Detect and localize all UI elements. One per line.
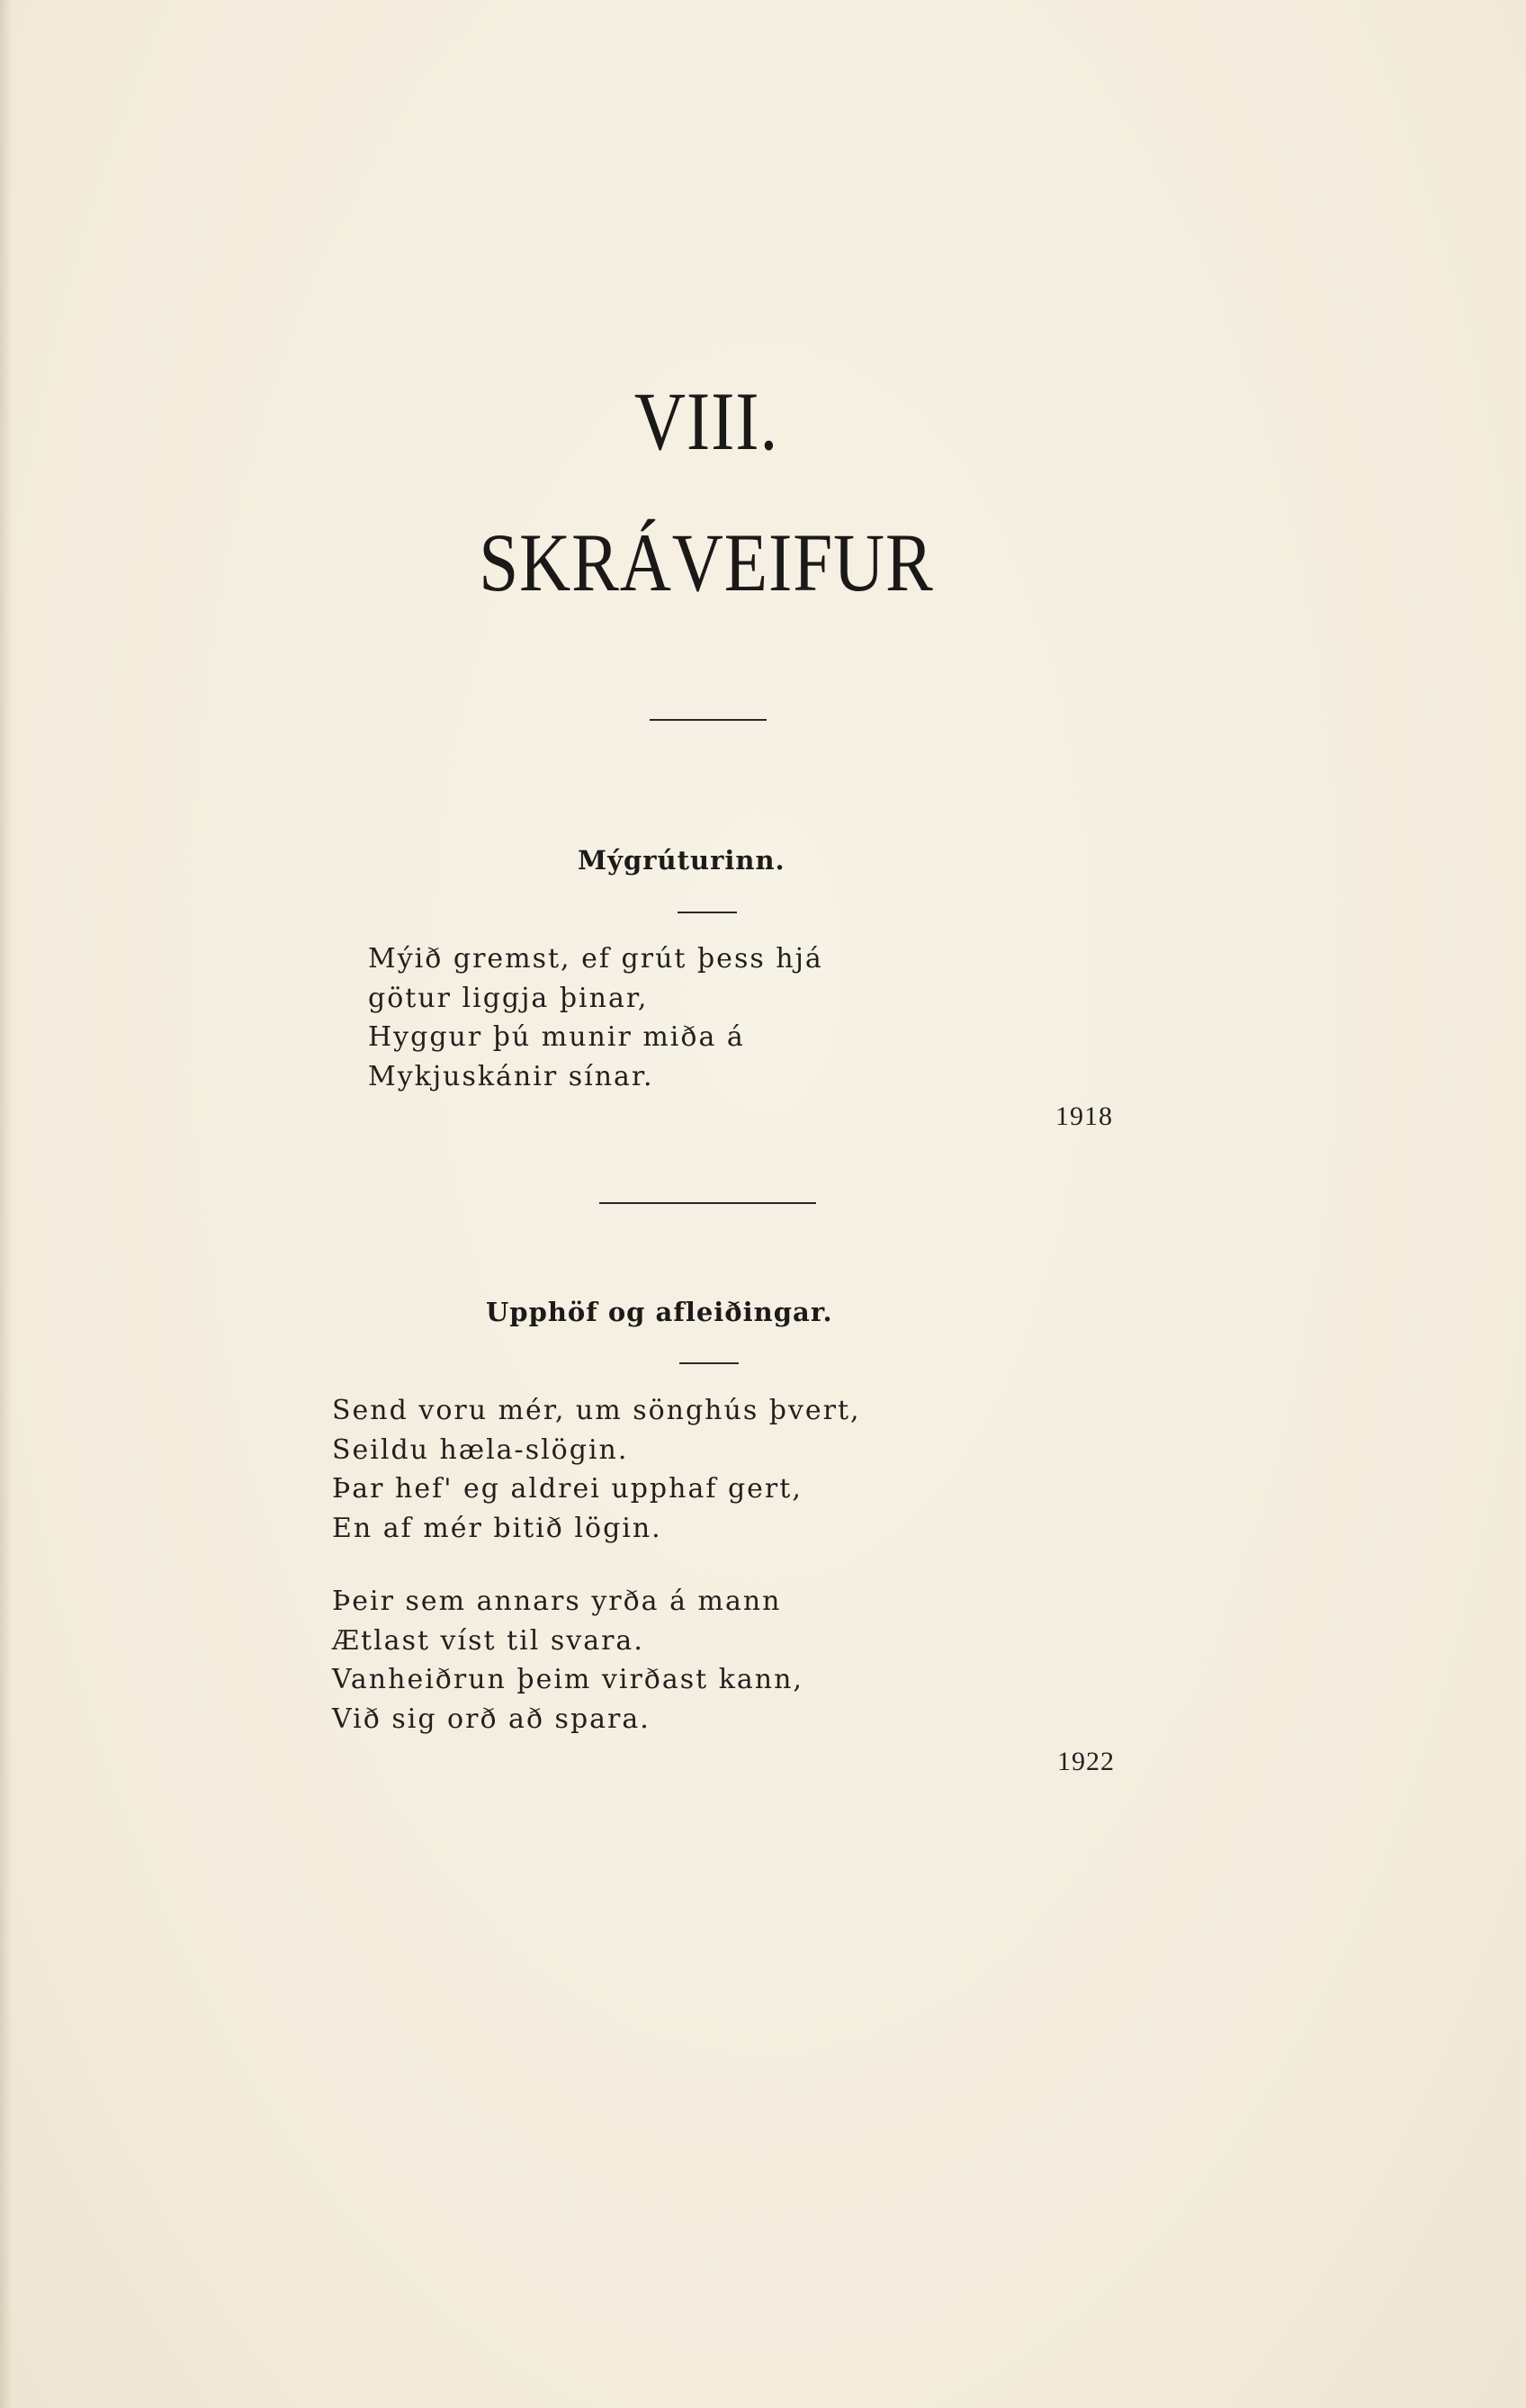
poem-title: Mýgrúturinn. [578, 845, 785, 876]
poem-stanza [332, 1582, 803, 1739]
poem-title: Upphöf og afleiðingar. [486, 1297, 833, 1327]
verse-line: Hyggur þú munir miða á [368, 1021, 745, 1053]
poem-stanza [332, 1391, 861, 1548]
verse-line: Mykjuskánir sínar. [368, 1060, 654, 1092]
verse-line: Þeir sem annars yrða á mann [332, 1586, 782, 1617]
poem-separator [599, 1202, 816, 1204]
verse-line: Ætlast víst til svara. [332, 1624, 644, 1657]
poem-title-rule [679, 1362, 739, 1364]
verse-line: Vanheiðrun þeim virðast kann, [332, 1664, 803, 1695]
poem-year: 1922 [1057, 1747, 1115, 1776]
verse-line: Seildu hæla-slögin. [332, 1433, 629, 1466]
chapter-divider [650, 719, 767, 721]
chapter-title: SKRÁVEIFUR [479, 517, 934, 608]
verse-line: Þar hef' eg aldrei upphaf gert, [332, 1473, 803, 1505]
poem-year: 1918 [1055, 1101, 1113, 1131]
verse-line: Send voru mér, um sönghús þvert, [332, 1395, 861, 1426]
verse-line: Mýið gremst, ef grút þess hjá [368, 943, 823, 975]
poem-stanza [368, 939, 823, 1096]
poem-title-rule [678, 912, 737, 913]
verse-line: götur liggja þinar, [368, 982, 649, 1014]
chapter-number: VIII. [633, 375, 779, 467]
verse-line: En af mér bitið lögin. [332, 1512, 662, 1544]
verse-line: Við sig orð að spara. [332, 1703, 651, 1735]
page-spine-shadow [0, 0, 13, 2408]
